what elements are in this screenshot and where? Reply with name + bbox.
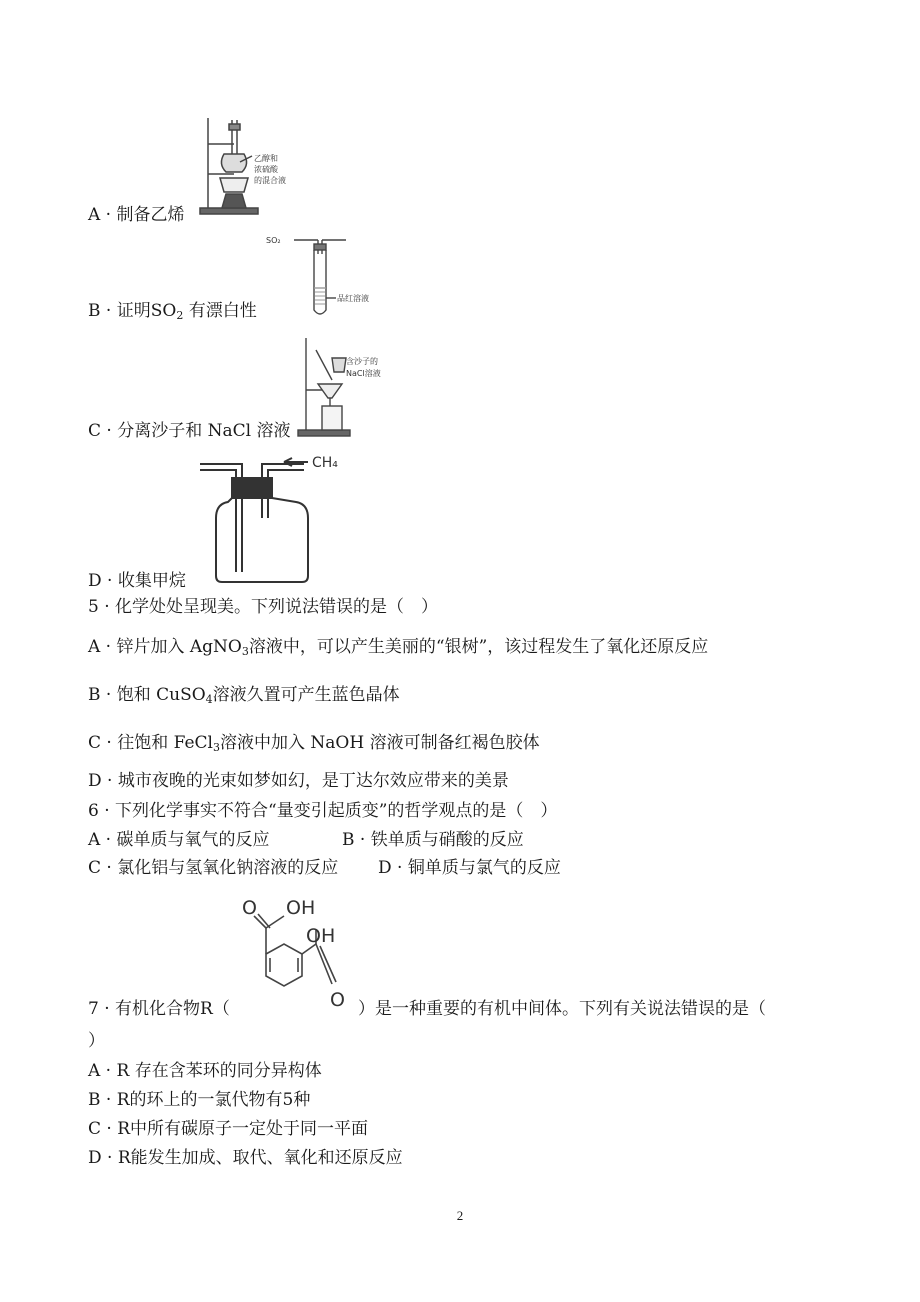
q5-a-post: 溶液中，可以产生美丽的“银树”，该过程发生了氧化还原反应 bbox=[248, 637, 709, 657]
subscript: 4 bbox=[205, 693, 213, 706]
atom-label-o: O bbox=[330, 989, 345, 1011]
figure-label: 的混合液 bbox=[254, 176, 286, 185]
q7-option-a: A · R 存在含苯环的同分异构体 bbox=[88, 1061, 322, 1081]
formula-so2: SO bbox=[150, 301, 177, 321]
q5-a-pre: A · 锌片加入 AgNO bbox=[88, 637, 242, 657]
gas-collection-bottle-figure bbox=[196, 448, 356, 584]
q5-b-post: 溶液久置可产生蓝色晶体 bbox=[212, 685, 400, 705]
q5-b-pre: B · 饱和 CuSO bbox=[88, 685, 206, 705]
q5-c-post: 溶液中加入 NaOH 溶液可制备红褐色胶体 bbox=[220, 733, 540, 753]
q7-option-b: B · R的环上的一氯代物有5种 bbox=[88, 1090, 311, 1110]
figure-label: CH₄ bbox=[312, 455, 338, 471]
q5-option-a bbox=[88, 636, 708, 658]
q5-option-d: D · 城市夜晚的光束如梦如幻，是丁达尔效应带来的美景 bbox=[88, 771, 509, 791]
question-7-stem-cont: ） bbox=[88, 1031, 105, 1051]
q6-option-d: D · 铜单质与氯气的反应 bbox=[378, 858, 561, 878]
option-b bbox=[88, 300, 257, 322]
q5-c-pre: C · 往饱和 FeCl bbox=[88, 733, 213, 753]
figure-label: 品红溶液 bbox=[337, 294, 369, 303]
q7-option-c: C · R中所有碳原子一定处于同一平面 bbox=[88, 1119, 369, 1139]
option-a: A · 制备乙烯 bbox=[88, 205, 185, 225]
q6-option-b: B · 铁单质与硝酸的反应 bbox=[342, 830, 524, 850]
figure-label: NaCl溶液 bbox=[346, 369, 381, 378]
q7-option-d: D · R能发生加成、取代、氧化和还原反应 bbox=[88, 1148, 403, 1168]
atom-label-oh: OH bbox=[286, 897, 316, 919]
question-6-stem: 6 · 下列化学事实不符合“量变引起质变”的哲学观点的是（ ） bbox=[88, 801, 558, 821]
question-5-stem: 5 · 化学处处呈现美。下列说法错误的是（ ） bbox=[88, 597, 439, 617]
subscript: 3 bbox=[213, 741, 220, 754]
q6-option-a: A · 碳单质与氧气的反应 bbox=[88, 830, 270, 850]
subscript: 2 bbox=[176, 309, 184, 322]
q5-option-b bbox=[88, 684, 400, 706]
q6-option-c: C · 氯化铝与氢氧化钠溶液的反应 bbox=[88, 858, 339, 878]
option-b-post: 有漂白性 bbox=[188, 301, 257, 321]
filtration-figure bbox=[294, 334, 396, 440]
ethylene-apparatus-figure bbox=[196, 116, 292, 218]
figure-label: 乙醇和 bbox=[254, 154, 278, 163]
option-b-pre: B · 证明 bbox=[88, 301, 151, 321]
figure-label: 含沙子的 bbox=[346, 357, 378, 366]
figure-label: 浓硫酸 bbox=[254, 165, 278, 174]
atom-label-oh: OH bbox=[306, 925, 336, 947]
option-c: C · 分离沙子和 NaCl 溶液 bbox=[88, 421, 291, 441]
question-7-stem-post: ）是一种重要的有机中间体。下列有关说法错误的是（ bbox=[358, 999, 766, 1019]
subscript: 3 bbox=[241, 645, 249, 658]
page-number: 2 bbox=[456, 1208, 464, 1223]
so2-test-tube-figure bbox=[264, 230, 384, 320]
figure-label: SO₂ bbox=[266, 236, 281, 245]
atom-label-o: O bbox=[242, 897, 257, 919]
question-7-stem-pre: 7 · 有机化合物R（ bbox=[88, 999, 230, 1019]
q5-option-c bbox=[88, 732, 540, 754]
option-d: D · 收集甲烷 bbox=[88, 571, 186, 591]
compound-r-structure-figure bbox=[236, 888, 360, 1018]
